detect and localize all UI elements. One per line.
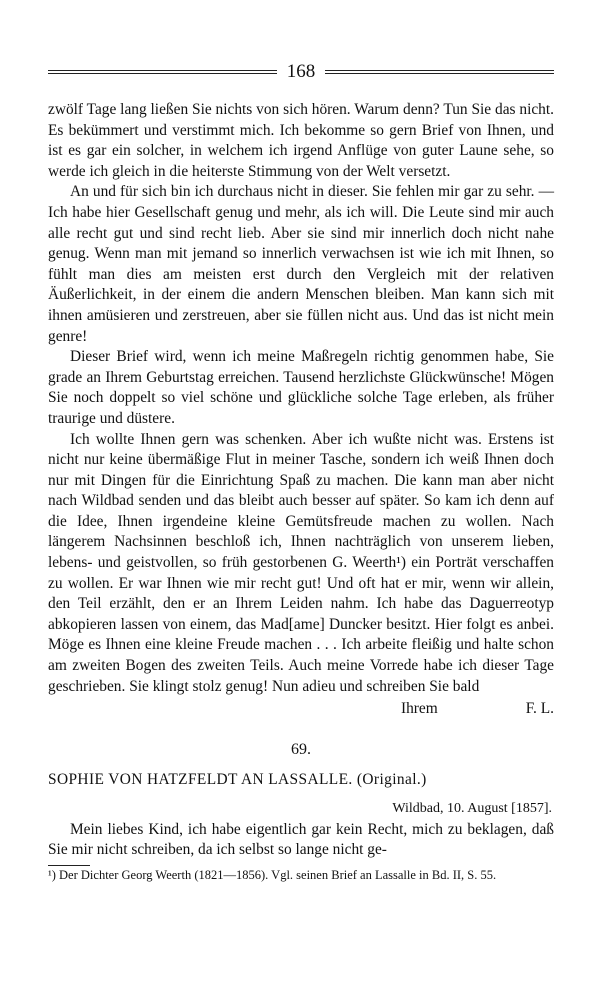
letter-heading: SOPHIE VON HATZFELDT AN LASSALLE. (Original.) (48, 771, 427, 789)
paragraph: zwölf Tage lang ließen Sie nichts von sich hören. Warum denn? Tun Sie das nicht. Es bekümmert und verstimmt mich. Ich bekomme so gern Brief von Ihnen, und ist es gar ein solcher, in welchem ich irgend Anflüge von guter Laune sehe, so werde ich gleich in die heiterste Stimmung von der Welt versetzt. (48, 101, 554, 180)
paragraph: Dieser Brief wird, wenn ich meine Maßregeln richtig genommen habe, Sie grade an Ihrem Geburtstag erreichen. Tausend herzlichste Glückwünsche! Mögen Sie noch doppelt so viel schöne und glückliche solche Tage erleben, als früher traurige und düstere. (48, 348, 554, 427)
signoff-closing: Ihrem (400, 700, 438, 718)
header-rule-left (48, 70, 277, 74)
footnote-divider (48, 865, 90, 866)
page-number: 168 (286, 61, 316, 82)
page-header (48, 58, 554, 86)
letter-date: Wildbad, 10. August [1857]. (392, 801, 552, 816)
page-body (48, 100, 554, 884)
footnote: ¹) Der Dichter Georg Weerth (1821—1856). Vgl. seinen Brief an Lassalle in Bd. II, S. 55. (48, 867, 497, 882)
letter-opening: Mein liebes Kind, ich habe eigentlich gar kein Recht, mich zu beklagen, daß Sie mir nicht schreiben, da ich selbst so lange nicht ge- (48, 820, 554, 859)
header-rule-right (325, 70, 554, 74)
paragraph: An und für sich bin ich durchaus nicht in dieser. Sie fehlen mir gar zu sehr. — Ich habe hier Gesellschaft genug und mehr, als ich will. Die Leute sind mir auch alle recht gut und sind recht lieb. Aber sie sind mir innerlich doch nicht nahe genug. Wenn man mit jemand so innerlich verwachsen ist wie ich mit Ihnen, so fühlt man dies am meisten erst durch den Vergleich mit der relativen Äußerlichkeit, in der einem die andern Menschen bleiben. Man kann sich mit ihnen amüsieren und zerstreuen, aber sie füllen nicht aus. Und das ist nicht mein genre! (48, 183, 554, 345)
letter-signoff (48, 699, 554, 720)
signoff-initials: F. L. (525, 700, 554, 718)
letter-number: 69. (291, 740, 311, 758)
paragraph: Ich wollte Ihnen gern was schenken. Aber ich wußte nicht was. Erstens ist nicht nur keine übermäßige Flut in meiner Tasche, sondern ich weiß Ihnen doch nur mit Dingen für die Einrichtung Spaß zu machen. Die kann man aber nicht nach Wildbad senden und das bleibt auch besser auf später. So kam ich denn auf die Idee, Ihnen irgendeine kleine Gemütsfreude machen zu wollen. Nach längerem Nachsinnen beschloß ich, Ihnen nachträglich von unserem lieben, lebens- und geistvollen, so früh gestorbenen G. Weerth¹) ein Porträt verschaffen zu wollen. Er war Ihnen wie mir recht gut! Und oft hat er mir, wenn wir allein, den Teil erzählt, den er an Ihrem Leiden nahm. Ich habe das Daguerreotyp abkopieren lassen von einem, das Mad[ame] Duncker besitzt. Hier folgt es anbei. Möge es Ihnen eine kleine Freude machen . . . Ich arbeite fleißig und halte schon am zweiten Bogen des zweiten Teils. Auch meine Vorrede habe ich dieser Tage geschrieben. Sie klingt stolz genug! Nun adieu und schreiben Sie bald (48, 430, 554, 695)
